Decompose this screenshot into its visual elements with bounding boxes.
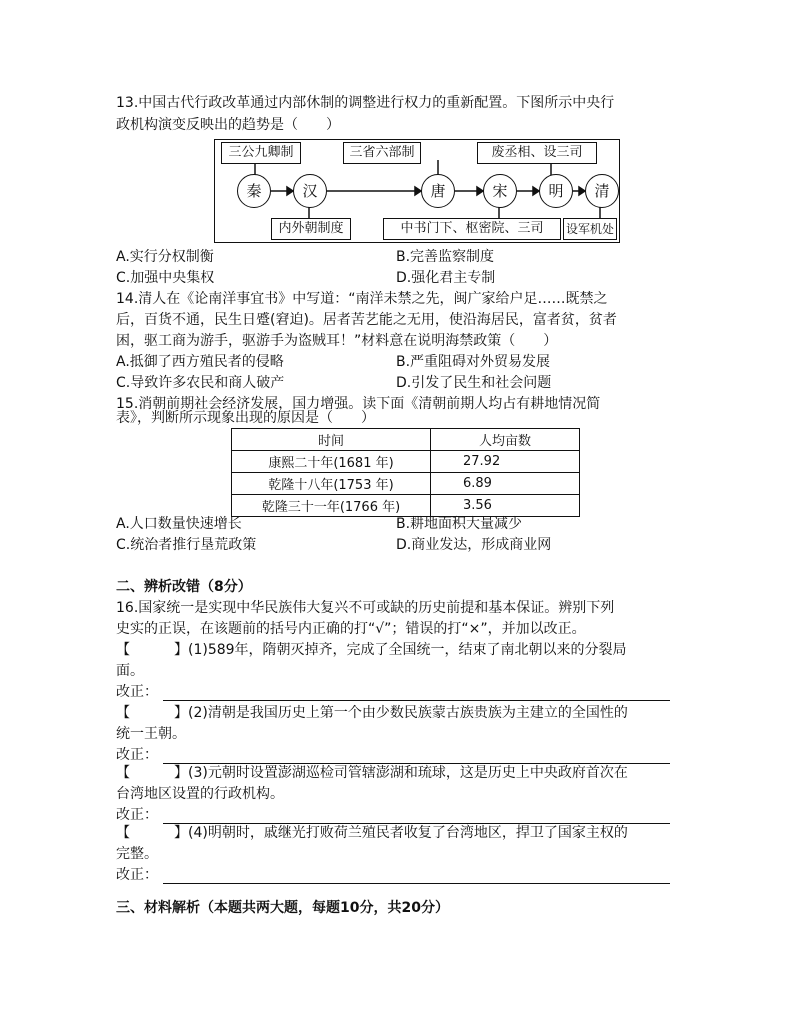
answer-bracket-open[interactable]: 【 [116,705,130,721]
answer-bracket-close[interactable]: 】 [174,765,188,781]
q13-option-b[interactable]: B.完善监察制度 [396,249,495,265]
answer-bracket-close[interactable]: 】 [174,705,188,721]
q15-option-c[interactable]: C.统治者推行垦荒政策 [116,537,257,553]
q15-option-b[interactable]: B.耕地面积大量减少 [396,516,523,532]
diagram-node-qing: 清 [585,174,619,208]
q16-item-4-text: (4)明朝时，戚继光打败荷兰殖民者收复了台湾地区，捍卫了国家主权的 [188,825,628,841]
table-cell-value: 6.89 [431,473,580,495]
q13-stem-line1: 13.中国古代行政改革通过内部休制的调整进行权力的重新配置。下图所示中央行 [116,95,615,111]
q14-option-d[interactable]: D.引发了民生和社会问题 [396,375,552,391]
correction-label: 改正： [116,867,158,883]
answer-bracket-open[interactable]: 【 [116,642,130,658]
q16-item-1-text: (1)589年，隋朝灭掉齐，完成了全国统一，结束了南北朝以来的分裂局 [188,642,627,658]
diagram-node-qin: 秦 [237,174,271,208]
q15-table [231,428,580,517]
q14-option-b[interactable]: B.严重阻碍对外贸易发展 [396,354,551,370]
q16-item-2-text: (2)清朝是我国历史上第一个由少数民族蒙古族贵族为主建立的全国性的 [188,705,628,721]
answer-bracket-open[interactable]: 【 [116,825,130,841]
diagram-node-tang: 唐 [421,174,455,208]
q16-item-1 [116,640,676,661]
diagram-label-sangong: 三公九卿制 [221,142,301,164]
q16-item-2-cont: 统一王朝。 [116,726,186,742]
q15-option-d[interactable]: D.商业发达，形成商业网 [396,537,552,553]
q15-stem-line2: 表》，判断所示现象出现的原因是（ ） [116,410,375,426]
q13-diagram [214,139,620,243]
q13-stem-line2: 政机构演变反映出的趋势是（ ） [116,117,340,133]
q15-stem-line1: 15.消朝前期社会经济发展，国力增强。读下面《清朝前期人均占有耕地情况简 [116,396,601,412]
q16-item-3-text: (3)元朝时设置澎湖巡检司管辖澎湖和琉球，这是历史上中央政府首次在 [188,765,628,781]
answer-bracket-close[interactable]: 】 [174,825,188,841]
answer-bracket-open[interactable]: 【 [116,765,130,781]
table-row [232,473,580,495]
q14-stem-line1: 14.清人在《论南洋事宜书》中写道：“南洋未禁之先，闽广家给户足……既禁之 [116,291,608,307]
table-header-per-capita: 人均亩数 [431,429,580,451]
table-cell-time: 康熙二十年(1681 年) [232,451,431,473]
q16-item-4 [116,823,676,844]
q16-item-1-correction[interactable] [116,682,670,703]
diagram-label-sansheng: 三省六部制 [343,142,421,164]
q14-option-c[interactable]: C.导致许多农民和商人破产 [116,375,285,391]
q14-stem-line3: 困，驱工商为游手，驱游手为盗贼耳！”材料意在说明海禁政策（ ） [116,333,558,349]
correction-label: 改正： [116,684,158,700]
table-row [232,451,580,473]
diagram-label-feichengxiang: 废丞相、设三司 [477,142,597,164]
correction-line[interactable] [163,883,670,884]
answer-bracket-close[interactable]: 】 [174,642,188,658]
diagram-node-song: 宋 [483,174,517,208]
q13-option-a[interactable]: A.实行分权制衡 [116,249,214,265]
q16-item-3-cont: 台湾地区设置的行政机构。 [116,786,284,802]
diagram-node-han: 汉 [293,174,327,208]
q16-item-3 [116,763,676,784]
table-cell-value: 27.92 [431,451,580,473]
diagram-label-neiwaichao: 内外朝制度 [271,218,351,240]
q16-item-4-cont: 完整。 [116,846,158,862]
correction-label: 改正： [116,807,158,823]
table-cell-time: 乾隆十八年(1753 年) [232,473,431,495]
q16-item-1-cont: 面。 [116,663,144,679]
section3-title: 三、材料解析（本题共两大题，每题10分，共20分） [116,900,449,916]
q16-stem-line1: 16.国家统一是实现中华民族伟大复兴不可或缺的历史前提和基本保证。辨别下列 [116,600,615,616]
q16-item-4-correction[interactable] [116,865,670,886]
section2-title: 二、辨析改错（8分） [116,579,252,595]
q13-option-c[interactable]: C.加强中央集权 [116,270,215,286]
q13-option-d[interactable]: D.强化君主专制 [396,270,496,286]
diagram-label-zhongshu: 中书门下、枢密院、三司 [383,218,561,240]
table-cell-time: 乾隆三十一年(1766 年) [232,495,431,517]
table-cell-value: 3.56 [431,495,580,517]
correction-line[interactable] [163,700,670,701]
q16-item-2 [116,703,676,724]
q14-stem-line2: 后，百货不通，民生日蹙(窘迫)。居者苦艺能之无用，使沿海居民，富者贫，贫者 [116,312,617,328]
diagram-node-ming: 明 [539,174,573,208]
table-header-row [232,429,580,451]
q14-option-a[interactable]: A.抵御了西方殖民者的侵略 [116,354,284,370]
q16-stem-line2: 史实的正误，在该题前的括号内正确的打“√”；错误的打“×”，并加以改正。 [116,621,586,637]
diagram-label-junjichu: 设军机处 [563,218,617,240]
table-header-time: 时间 [232,429,431,451]
correction-label: 改正： [116,747,158,763]
q15-option-a[interactable]: A.人口数量快速增长 [116,516,242,532]
